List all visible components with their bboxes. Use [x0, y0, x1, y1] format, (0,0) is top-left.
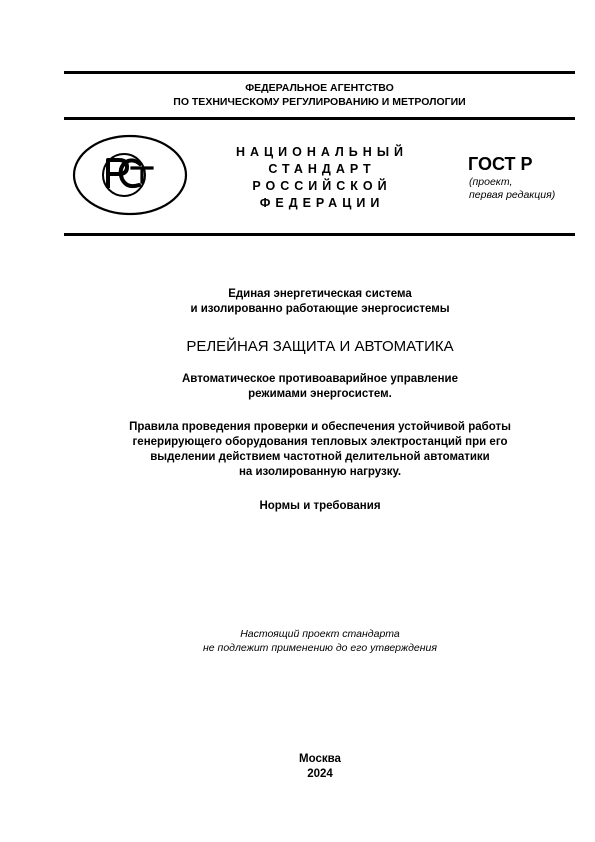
rules-line-3: выделении действием частотной делительной автоматики	[150, 451, 490, 463]
gost-title: ГОСТ Р	[468, 154, 533, 174]
rules-line-1: Правила проведения проверки и обеспечения устойчивой работы	[129, 421, 511, 433]
standard-line-2: СТАНДАРТ	[268, 162, 376, 176]
rules-title	[40, 420, 595, 480]
national-standard-heading	[196, 144, 448, 212]
notice-line-1: Настоящий проект стандарта	[240, 628, 400, 640]
agency-name	[64, 81, 575, 109]
subtitle-line-1: Автоматическое противоаварийное управление	[182, 373, 458, 385]
publication-footer	[40, 752, 595, 782]
energy-system-title	[40, 287, 595, 317]
rules-line-4: на изолированную нагрузку.	[238, 466, 402, 478]
gost-draft-note	[469, 176, 555, 202]
norms-heading	[40, 499, 595, 514]
gost-note-line-2: первая редакция)	[469, 189, 556, 201]
top-rule	[64, 71, 575, 74]
year: 2024	[307, 768, 333, 780]
standard-line-3: РОССИЙСКОЙ	[252, 179, 392, 193]
agency-line-2: ПО ТЕХНИЧЕСКОМУ РЕГУЛИРОВАНИЮ И МЕТРОЛОГИИ	[173, 96, 466, 108]
city: Москва	[299, 753, 341, 765]
draft-notice	[40, 627, 595, 655]
standard-line-4: ФЕДЕРАЦИИ	[259, 196, 385, 210]
agency-rule	[64, 117, 575, 120]
header-bottom-rule	[64, 233, 575, 236]
rules-line-2: генерирующего оборудования тепловых электростанций при его	[132, 436, 508, 448]
main-title-text: РЕЛЕЙНАЯ ЗАЩИТА И АВТОМАТИКА	[186, 338, 454, 355]
standard-line-1: НАЦИОНАЛЬНЫЙ	[235, 145, 409, 159]
subtitle	[40, 372, 595, 402]
notice-line-2: не подлежит применению до его утверждения	[203, 642, 437, 654]
rst-certification-mark-icon	[72, 134, 188, 216]
subtitle-line-2: режимами энергосистем.	[248, 388, 392, 400]
system-line-1: Единая энергетическая система	[228, 288, 412, 300]
agency-line-1: ФЕДЕРАЛЬНОЕ АГЕНТСТВО	[245, 82, 394, 94]
system-line-2: и изолированно работающие энергосистемы	[190, 303, 450, 315]
gost-note-line-1: (проект,	[469, 176, 513, 188]
main-title	[40, 338, 595, 356]
norms-text: Нормы и требования	[259, 500, 381, 512]
